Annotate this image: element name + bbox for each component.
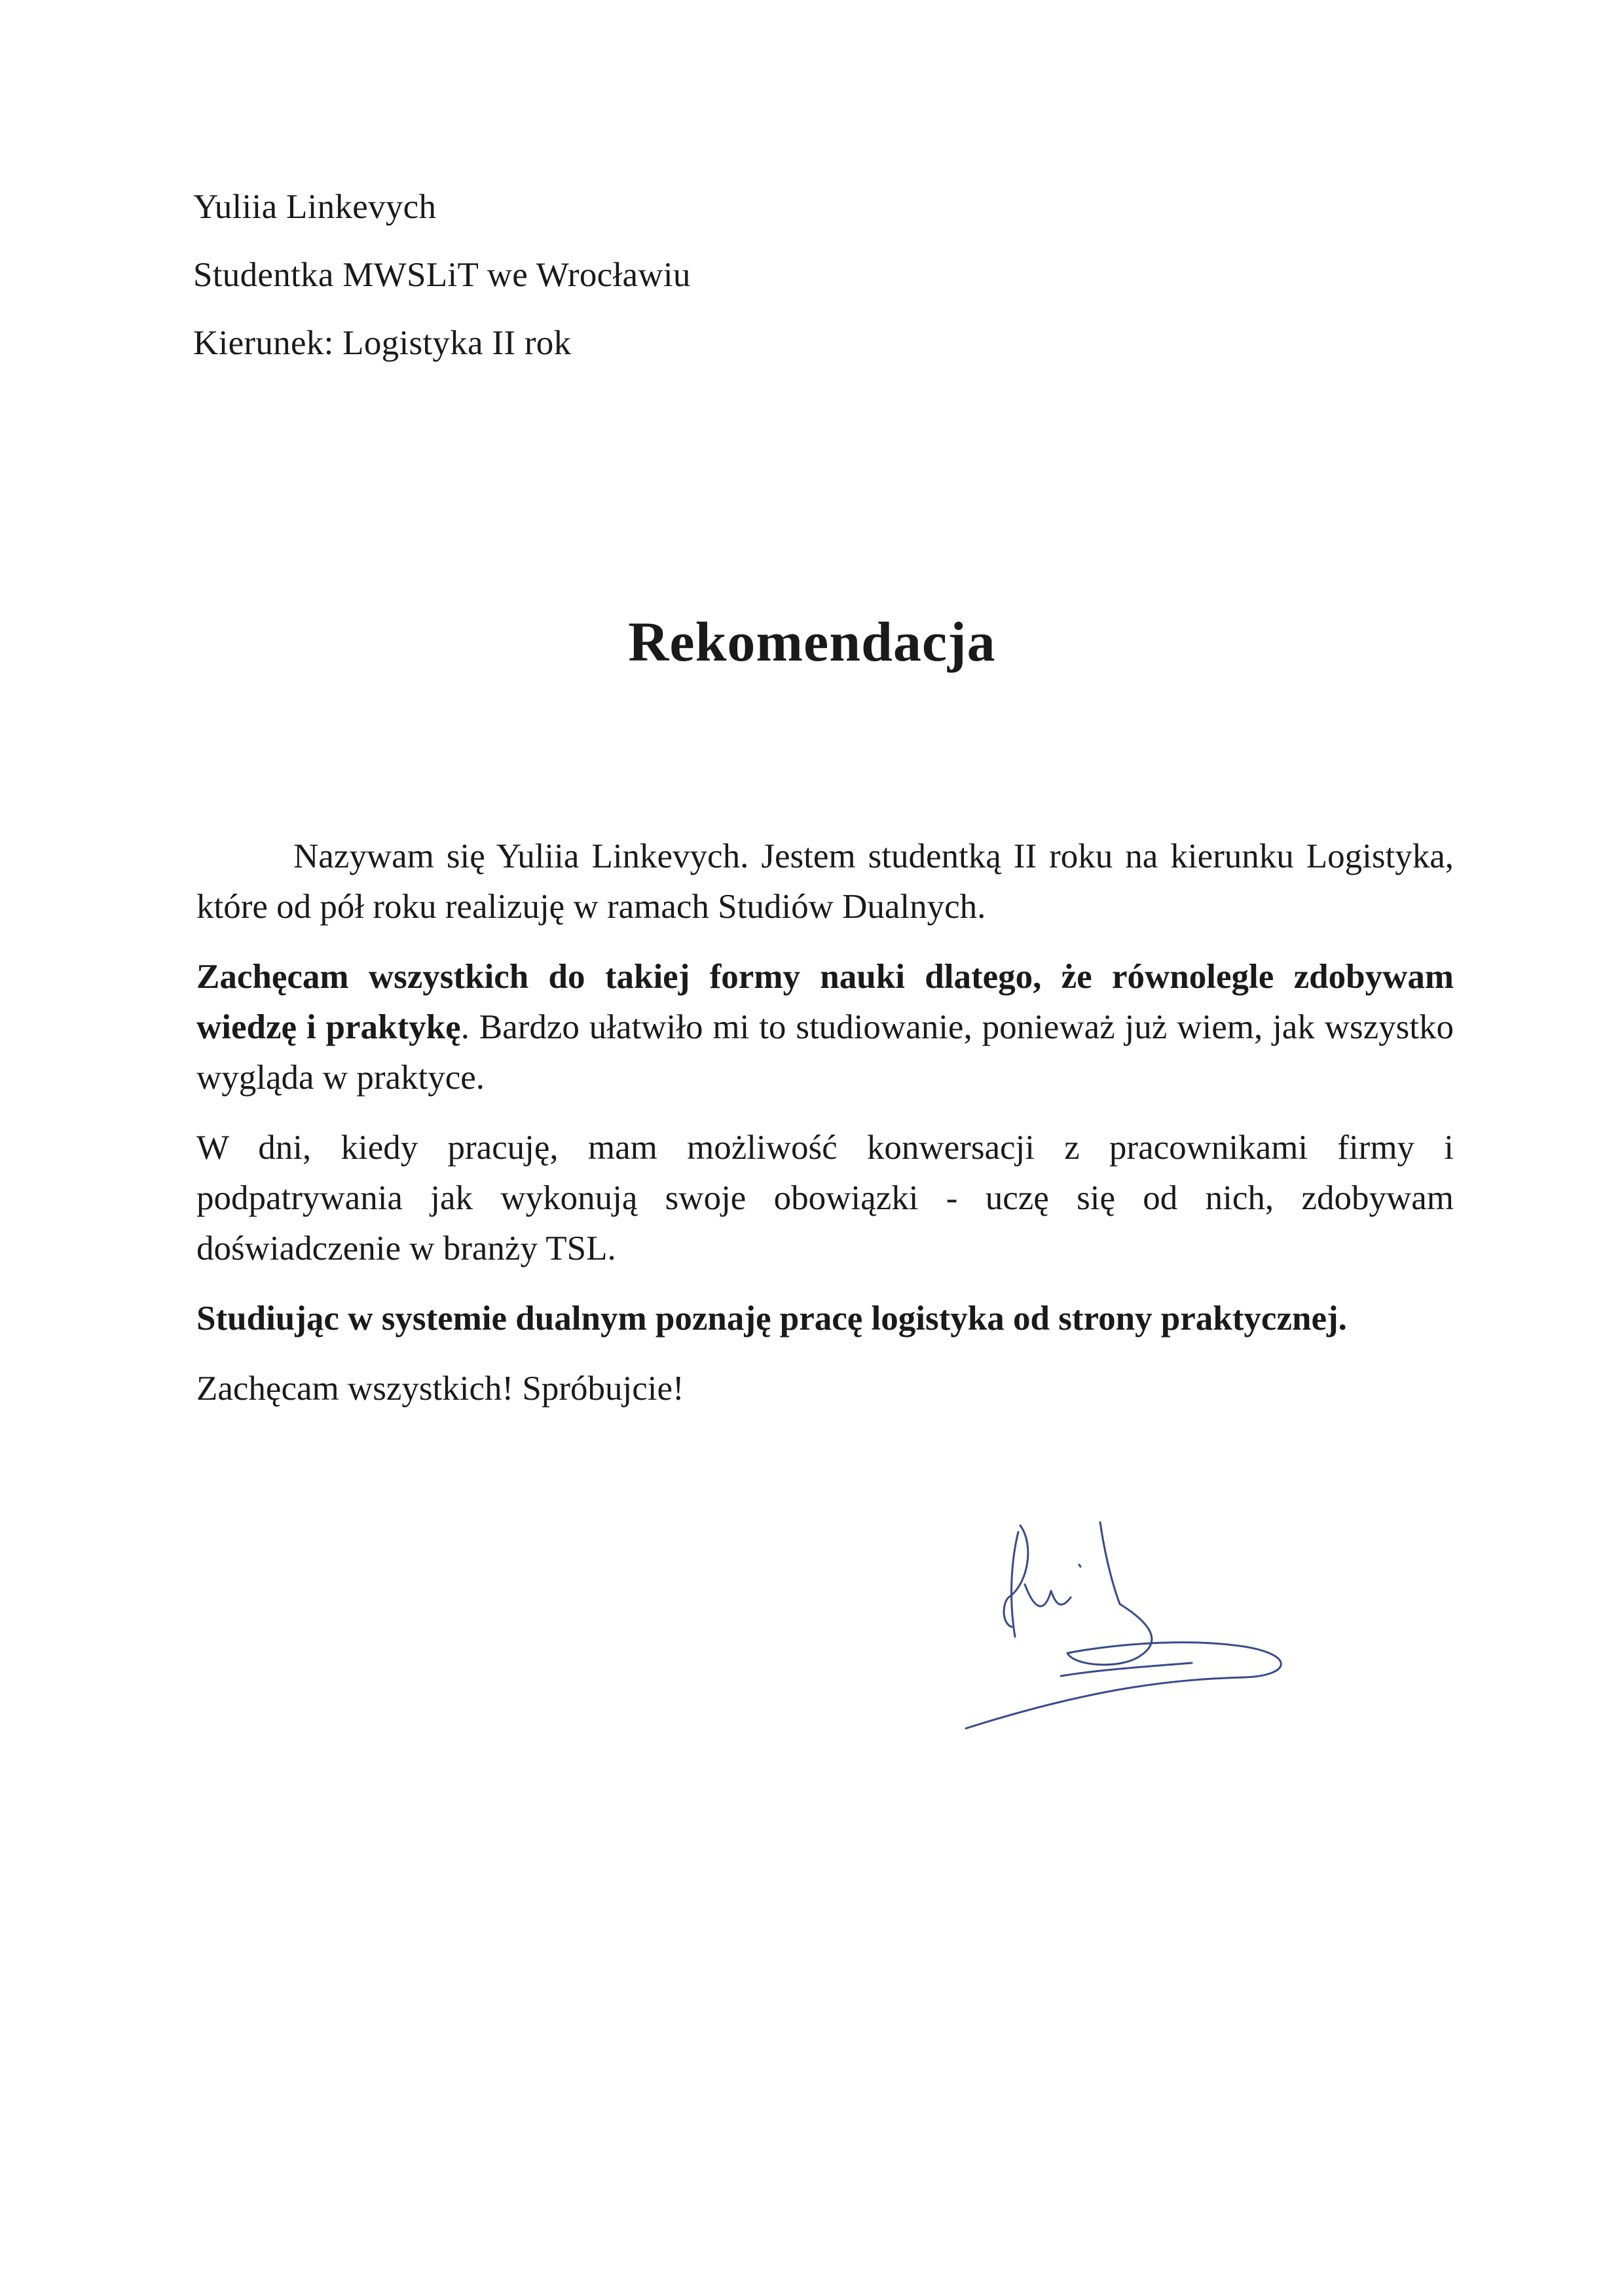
- handwritten-signature: [904, 1506, 1329, 1741]
- document-title: Rekomendacja: [628, 610, 996, 673]
- sender-name: Yuliia Linkevych: [193, 188, 437, 226]
- paragraph-encouragement-bold: Zachęcam wszystkich do takiej formy nauki dlatego, że równolegle zdobywam wiedzę i praktykę: [196, 958, 1454, 1046]
- sender-field: Kierunek: Logistyka II rok: [193, 324, 572, 362]
- paragraph-work-experience: W dni, kiedy pracuję, mam możliwość konwersacji z pracownikami firmy i podpatrywania jak wykonują swoje obowiązki - uczę się od nich, zdobywam doświadczenie w branży TSL.: [196, 1129, 1454, 1267]
- paragraph-closing: Zachęcam wszystkich! Spróbujcie!: [196, 1370, 684, 1408]
- sender-block: [193, 190, 1110, 394]
- letter-body: [196, 831, 1454, 1434]
- paragraph-introduction: Nazywam się Yuliia Linkevych. Jestem studentką II roku na kierunku Logistyka, które od pół roku realizuję w ramach Studiów Dualnych.: [196, 837, 1454, 926]
- sender-status: Studentka MWSLiT we Wrocławiu: [193, 256, 691, 294]
- paragraph-dual-system: Studiując w systemie dualnym poznaję pracę logistyka od strony praktycznej.: [196, 1300, 1347, 1338]
- paragraph-encouragement: [196, 952, 1454, 1103]
- paragraph-encouragement-rest: . Bardzo ułatwiło mi to studiowanie, ponieważ już wiem, jak wszystko wygląda w praktyce.: [196, 1008, 1454, 1097]
